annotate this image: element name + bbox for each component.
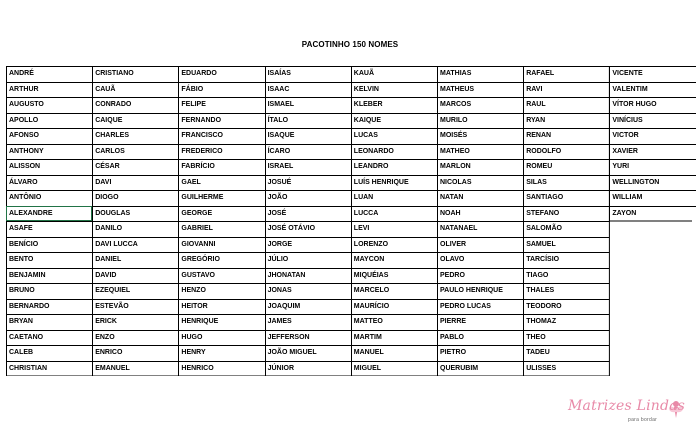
table-cell[interactable]: ANTHONY: [6, 144, 92, 160]
table-cell[interactable]: TIAGO: [523, 268, 609, 284]
table-cell[interactable]: FRANCISCO: [178, 128, 264, 144]
table-cell[interactable]: NATANAEL: [437, 221, 523, 237]
table-cell[interactable]: RYAN: [523, 113, 609, 129]
table-cell[interactable]: CHARLES: [92, 128, 178, 144]
table-cell[interactable]: OLAVO: [437, 252, 523, 268]
table-cell[interactable]: JOSUÉ: [265, 175, 351, 191]
table-cell[interactable]: ANTÔNIO: [6, 190, 92, 206]
matrizes-lindas-logo: [552, 398, 692, 434]
table-cell[interactable]: MATHIAS: [437, 66, 523, 82]
table-cell[interactable]: ROMEU: [523, 159, 609, 175]
names-table: [6, 66, 692, 376]
table-cell[interactable]: CAIQUE: [92, 113, 178, 129]
table-cell[interactable]: PEDRO LUCAS: [437, 299, 523, 315]
table-cell[interactable]: TEODORO: [523, 299, 609, 315]
table-cell[interactable]: HEITOR: [178, 299, 264, 315]
table-cell[interactable]: DANILO: [92, 221, 178, 237]
table-cell[interactable]: MAYCON: [351, 252, 437, 268]
table-cell[interactable]: CAETANO: [6, 330, 92, 346]
table-cell[interactable]: MAURÍCIO: [351, 299, 437, 315]
table-cell[interactable]: GREGÓRIO: [178, 252, 264, 268]
table-cell[interactable]: JAMES: [265, 314, 351, 330]
table-cell[interactable]: RAUL: [523, 97, 609, 113]
table-cell[interactable]: JÚNIOR: [265, 361, 351, 377]
table-cell[interactable]: ISRAEL: [265, 159, 351, 175]
table-cell[interactable]: JOÃO: [265, 190, 351, 206]
table-cell[interactable]: TADEU: [523, 345, 609, 361]
table-cell[interactable]: LUÍS HENRIQUE: [351, 175, 437, 191]
table-cell[interactable]: FREDERICO: [178, 144, 264, 160]
table-cell[interactable]: TARCÍSIO: [523, 252, 609, 268]
table-cell[interactable]: SILAS: [523, 175, 609, 191]
table-cell[interactable]: ESTEVÃO: [92, 299, 178, 315]
table-cell[interactable]: NATAN: [437, 190, 523, 206]
table-cell[interactable]: MIQUÉIAS: [351, 268, 437, 284]
table-cell[interactable]: ALEXANDRE: [6, 206, 92, 222]
table-cell[interactable]: MATHEUS: [437, 82, 523, 98]
table-cell[interactable]: JOSÉ: [265, 206, 351, 222]
table-cell[interactable]: KAIQUE: [351, 113, 437, 129]
table-cell[interactable]: ENRICO: [92, 345, 178, 361]
table-cell[interactable]: ÍTALO: [265, 113, 351, 129]
table-cell[interactable]: JORGE: [265, 237, 351, 253]
table-cell[interactable]: KLEBER: [351, 97, 437, 113]
table-cell[interactable]: LUAN: [351, 190, 437, 206]
table-cell[interactable]: FABRÍCIO: [178, 159, 264, 175]
table-cell[interactable]: EZEQUIEL: [92, 283, 178, 299]
table-cell[interactable]: DAVI LUCCA: [92, 237, 178, 253]
table-cell[interactable]: VICENTE: [609, 66, 695, 82]
table-cell[interactable]: BRYAN: [6, 314, 92, 330]
table-cell[interactable]: WELLINGTON: [609, 175, 695, 191]
table-cell[interactable]: JOÃO MIGUEL: [265, 345, 351, 361]
table-cell[interactable]: NOAH: [437, 206, 523, 222]
table-cell[interactable]: QUERUBIM: [437, 361, 523, 377]
table-cell[interactable]: SANTIAGO: [523, 190, 609, 206]
table-cell[interactable]: ALISSON: [6, 159, 92, 175]
table-cell[interactable]: KELVIN: [351, 82, 437, 98]
table-cell[interactable]: CAUÃ: [92, 82, 178, 98]
table-cell[interactable]: RAFAEL: [523, 66, 609, 82]
table-cell[interactable]: GIOVANNI: [178, 237, 264, 253]
table-cell[interactable]: MARCELO: [351, 283, 437, 299]
table-cell[interactable]: MURILO: [437, 113, 523, 129]
table-cell[interactable]: DAVID: [92, 268, 178, 284]
watermark-tagline: para bordar: [628, 417, 658, 423]
table-cell[interactable]: DANIEL: [92, 252, 178, 268]
sheet-title: PACOTINHO 150 NOMES: [301, 40, 399, 49]
table-cell[interactable]: JOSÉ OTÁVIO: [265, 221, 351, 237]
table-cell[interactable]: GABRIEL: [178, 221, 264, 237]
table-cell[interactable]: GUILHERME: [178, 190, 264, 206]
table-cell[interactable]: DIOGO: [92, 190, 178, 206]
table-cell[interactable]: CARLOS: [92, 144, 178, 160]
table-cell[interactable]: HENRICO: [178, 361, 264, 377]
table-cell[interactable]: AUGUSTO: [6, 97, 92, 113]
table-cell[interactable]: MARLON: [437, 159, 523, 175]
table-cell[interactable]: GEORGE: [178, 206, 264, 222]
table-cell[interactable]: THOMAZ: [523, 314, 609, 330]
table-cell[interactable]: RENAN: [523, 128, 609, 144]
table-cell[interactable]: GUSTAVO: [178, 268, 264, 284]
table-cell[interactable]: LEONARDO: [351, 144, 437, 160]
table-cell[interactable]: CHRISTIAN: [6, 361, 92, 377]
table-cell[interactable]: MATTEO: [351, 314, 437, 330]
table-cell[interactable]: MOISÉS: [437, 128, 523, 144]
table-cell[interactable]: ZAYON: [609, 206, 695, 222]
table-cell[interactable]: FÁBIO: [178, 82, 264, 98]
table-cell[interactable]: ULISSES: [523, 361, 609, 377]
table-cell[interactable]: BENJAMIN: [6, 268, 92, 284]
table-cell[interactable]: BERNARDO: [6, 299, 92, 315]
table-cell[interactable]: EDUARDO: [178, 66, 264, 82]
table-cell[interactable]: MARTIM: [351, 330, 437, 346]
watermark-brand: Matrizes Lindas: [568, 398, 686, 414]
table-cell[interactable]: CRISTIANO: [92, 66, 178, 82]
table-cell[interactable]: PEDRO: [437, 268, 523, 284]
table-cell[interactable]: CONRADO: [92, 97, 178, 113]
table-cell[interactable]: MANUEL: [351, 345, 437, 361]
table-cell[interactable]: JOAQUIM: [265, 299, 351, 315]
table-cell[interactable]: VINÍCIUS: [609, 113, 695, 129]
table-cell[interactable]: JHONATAN: [265, 268, 351, 284]
table-cell[interactable]: LORENZO: [351, 237, 437, 253]
table-cell[interactable]: ISAAC: [265, 82, 351, 98]
table-cell[interactable]: PIERRE: [437, 314, 523, 330]
table-cell[interactable]: HUGO: [178, 330, 264, 346]
table-cell[interactable]: SAMUEL: [523, 237, 609, 253]
table-cell[interactable]: THEO: [523, 330, 609, 346]
table-cell[interactable]: VALENTIM: [609, 82, 695, 98]
table-cell[interactable]: LEANDRO: [351, 159, 437, 175]
table-cell[interactable]: NICOLAS: [437, 175, 523, 191]
table-cell[interactable]: MIGUEL: [351, 361, 437, 377]
table-cell[interactable]: HENRY: [178, 345, 264, 361]
table-cell[interactable]: DAVI: [92, 175, 178, 191]
table-cell[interactable]: JONAS: [265, 283, 351, 299]
table-cell[interactable]: ÍCARO: [265, 144, 351, 160]
table-cell[interactable]: PAULO HENRIQUE: [437, 283, 523, 299]
table-cell[interactable]: MARCOS: [437, 97, 523, 113]
table-cell[interactable]: ISAQUE: [265, 128, 351, 144]
table-cell[interactable]: LUCCA: [351, 206, 437, 222]
table-cell[interactable]: WILLIAM: [609, 190, 695, 206]
table-cell[interactable]: XAVIER: [609, 144, 695, 160]
table-cell[interactable]: ARTHUR: [6, 82, 92, 98]
table-cell[interactable]: EMANUEL: [92, 361, 178, 377]
table-cell[interactable]: CALEB: [6, 345, 92, 361]
table-cell[interactable]: FERNANDO: [178, 113, 264, 129]
table-cell[interactable]: THALES: [523, 283, 609, 299]
table-cell[interactable]: FELIPE: [178, 97, 264, 113]
table-cell[interactable]: DOUGLAS: [92, 206, 178, 222]
table-cell[interactable]: SALOMÃO: [523, 221, 609, 237]
table-cell[interactable]: BRUNO: [6, 283, 92, 299]
table-cell[interactable]: KAUÃ: [351, 66, 437, 82]
table-cell[interactable]: VÍTOR HUGO: [609, 97, 695, 113]
table-cell[interactable]: BENÍCIO: [6, 237, 92, 253]
table-cell[interactable]: CÉSAR: [92, 159, 178, 175]
table-cell[interactable]: ÁLVARO: [6, 175, 92, 191]
table-cell[interactable]: JEFFERSON: [265, 330, 351, 346]
table-cell[interactable]: ASAFE: [6, 221, 92, 237]
table-cell[interactable]: BENTO: [6, 252, 92, 268]
table-cell[interactable]: LEVI: [351, 221, 437, 237]
table-cell[interactable]: ISAÍAS: [265, 66, 351, 82]
table-cell[interactable]: MATHEO: [437, 144, 523, 160]
table-cell[interactable]: ANDRÉ: [6, 66, 92, 82]
table-cell[interactable]: LUCAS: [351, 128, 437, 144]
table-cell[interactable]: RAVI: [523, 82, 609, 98]
table-cell[interactable]: OLIVER: [437, 237, 523, 253]
table-cell[interactable]: YURI: [609, 159, 695, 175]
table-cell[interactable]: APOLLO: [6, 113, 92, 129]
table-cell[interactable]: AFONSO: [6, 128, 92, 144]
table-cell[interactable]: GAEL: [178, 175, 264, 191]
table-cell[interactable]: RODOLFO: [523, 144, 609, 160]
table-cell[interactable]: HENRIQUE: [178, 314, 264, 330]
table-cell[interactable]: HENZO: [178, 283, 264, 299]
table-cell[interactable]: ERICK: [92, 314, 178, 330]
table-cell[interactable]: JÚLIO: [265, 252, 351, 268]
table-cell[interactable]: PABLO: [437, 330, 523, 346]
table-cell[interactable]: STEFANO: [523, 206, 609, 222]
table-cell[interactable]: PIETRO: [437, 345, 523, 361]
table-cell[interactable]: ENZO: [92, 330, 178, 346]
table-cell[interactable]: VICTOR: [609, 128, 695, 144]
table-cell[interactable]: ISMAEL: [265, 97, 351, 113]
